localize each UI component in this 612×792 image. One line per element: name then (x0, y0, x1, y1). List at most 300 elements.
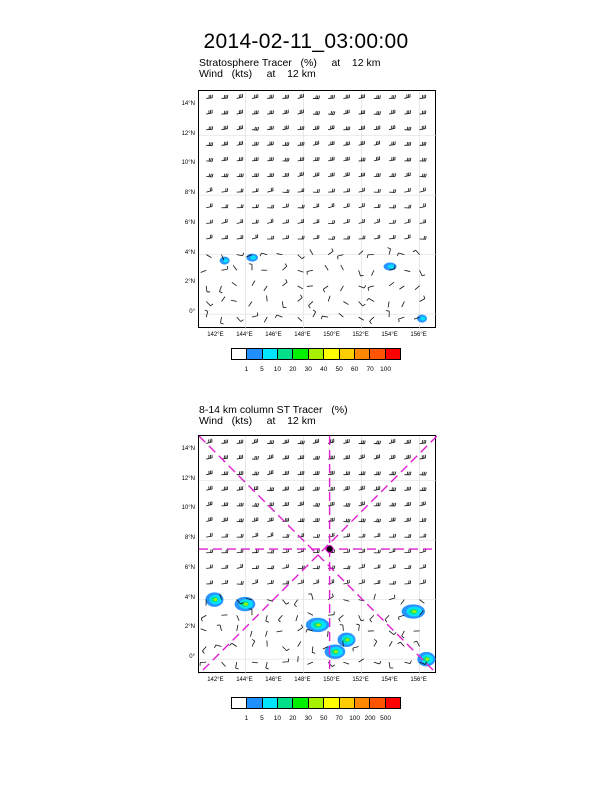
y-tick-label: 0° (189, 309, 195, 316)
wind-barb (206, 533, 212, 537)
wind-barb (389, 95, 395, 98)
wind-barb (266, 615, 269, 622)
y-tick-label: 10°N (181, 160, 195, 167)
wind-barb (252, 157, 258, 161)
wind-barb (307, 286, 313, 287)
wind-barb (221, 440, 227, 444)
wind-barb (237, 253, 244, 256)
wind-barb (221, 219, 227, 224)
wind-barb (282, 279, 287, 285)
wind-barb (252, 127, 259, 130)
wind-barb (313, 189, 320, 192)
wind-barb (374, 565, 380, 569)
wind-barb (206, 439, 212, 444)
wind-barb (338, 255, 344, 260)
wind-barb (343, 471, 349, 474)
wind-barb (282, 301, 286, 307)
wind-barb (359, 317, 364, 320)
wind-barb (219, 286, 222, 293)
wind-barb (420, 534, 426, 537)
wind-barb (221, 471, 227, 474)
wind-barb (313, 471, 319, 475)
wind-barb (389, 455, 395, 459)
wind-barb (313, 172, 319, 176)
wind-barb (237, 455, 243, 459)
wind-barb (420, 158, 427, 161)
wind-barb (328, 502, 334, 506)
wind-barb (343, 533, 349, 537)
wind-barb (313, 518, 319, 521)
wind-barb (343, 95, 349, 99)
wind-barb (404, 502, 410, 506)
colorbar-swatch (370, 349, 385, 359)
y-tick-label: 14°N (181, 100, 195, 107)
wind-barb (221, 188, 227, 192)
wind-barb (237, 141, 243, 145)
wind-barb (282, 264, 286, 271)
wind-barb (252, 173, 258, 176)
wind-barb (399, 615, 405, 620)
wind-barb (389, 487, 396, 490)
colorbar-swatch (293, 349, 308, 359)
wind-barb (404, 234, 410, 239)
wind-barb (374, 219, 380, 224)
panel1-plot-svg (199, 91, 437, 329)
colorbar-swatch (340, 698, 355, 708)
wind-barb (420, 125, 426, 129)
wind-barb (252, 220, 258, 224)
wind-barb (252, 662, 258, 663)
wind-barb (359, 301, 366, 305)
wind-barb (343, 486, 349, 490)
wind-barb (237, 110, 243, 114)
wind-barb (282, 564, 288, 568)
wind-barb (404, 534, 411, 537)
wind-barb (404, 472, 411, 475)
wind-barb (298, 236, 304, 239)
wind-barb (389, 517, 395, 521)
wind-barb (237, 615, 239, 621)
x-tick-label: 156°E (410, 332, 427, 338)
x-tick-label: 146°E (265, 332, 282, 338)
colorbar-swatch (340, 349, 355, 359)
wind-barb (237, 486, 243, 490)
wind-barb (237, 157, 243, 161)
colorbar-swatch (232, 698, 247, 708)
wind-barb (389, 125, 395, 130)
wind-barb (328, 220, 334, 223)
wind-barb (313, 439, 319, 444)
wind-barb (404, 142, 410, 145)
wind-barb (252, 204, 258, 207)
wind-barb (389, 641, 392, 646)
wind-barb (298, 109, 304, 114)
wind-barb (404, 565, 410, 568)
wind-barb (359, 251, 364, 255)
wind-barb (374, 141, 380, 146)
wind-barb (313, 534, 320, 537)
wind-barb (340, 286, 343, 291)
wind-barb (205, 310, 208, 317)
y-tick-label: 10°N (181, 505, 195, 512)
wind-barb (206, 301, 213, 305)
wind-barb (206, 286, 210, 292)
wind-barb (282, 219, 288, 223)
wind-barb (414, 641, 420, 646)
wind-barb (323, 286, 328, 292)
wind-barb (371, 270, 373, 276)
wind-barb (267, 141, 273, 145)
wind-barb (267, 532, 273, 537)
wind-barb (388, 301, 389, 307)
wind-barb (201, 615, 206, 621)
wind-barb (374, 594, 376, 600)
wind-barb (343, 455, 349, 459)
wind-barb (313, 219, 319, 223)
wind-barb (389, 534, 395, 537)
wind-barb (404, 110, 410, 114)
colorbar-label: 30 (304, 715, 312, 722)
wind-barb (282, 189, 289, 192)
wind-barb (328, 487, 334, 490)
colorbar-swatch (293, 698, 308, 708)
wind-barb (267, 205, 274, 208)
wind-barb (206, 486, 212, 490)
wind-barb (404, 158, 410, 161)
wind-barb (374, 639, 377, 646)
wind-barb (389, 235, 395, 239)
wind-barb (420, 487, 427, 490)
colorbar-label: 50 (320, 715, 328, 722)
wind-barb (206, 95, 212, 99)
colorbar-label: 70 (335, 715, 343, 722)
colorbar-label: 5 (260, 715, 264, 722)
y-tick-label: 2°N (184, 279, 195, 286)
colorbar-label: 10 (273, 715, 281, 722)
wind-barb (341, 265, 344, 270)
colorbar-label: 30 (304, 366, 312, 373)
wind-barb (389, 282, 394, 286)
wind-barb (237, 440, 243, 444)
wind-barb (374, 661, 381, 664)
wind-barb (231, 300, 237, 301)
colorbar-label: 1 (244, 366, 249, 373)
colorbar-swatch (386, 698, 400, 708)
wind-barb (267, 440, 273, 443)
wind-barb (343, 662, 349, 664)
wind-barb (328, 631, 329, 637)
wind-barb (237, 564, 243, 568)
wind-barb (267, 566, 274, 569)
wind-barb (237, 204, 243, 207)
wind-barb (249, 264, 252, 270)
wind-barb (374, 111, 381, 114)
wind-barb (206, 565, 212, 569)
wind-barb (298, 641, 301, 646)
wind-barb (282, 110, 288, 114)
wind-barb (359, 173, 365, 177)
wind-barb (328, 95, 334, 99)
wind-barb (356, 624, 359, 631)
wind-barb (298, 94, 304, 99)
wind-barb (404, 172, 410, 176)
colorbar-swatch (278, 349, 293, 359)
wind-barb (398, 642, 405, 646)
wind-barb (221, 486, 227, 490)
colorbar-label: 100 (349, 715, 361, 722)
wind-barb (206, 203, 212, 207)
colorbar-swatch (232, 349, 247, 359)
wind-barb (252, 312, 258, 317)
wind-barb (267, 173, 273, 176)
x-tick-label: 154°E (381, 332, 398, 338)
wind-barb (343, 127, 349, 130)
wind-barb (404, 518, 410, 522)
wind-barb (404, 94, 410, 99)
wind-barb (282, 158, 289, 161)
wind-barb (404, 188, 410, 192)
wind-barb (267, 502, 273, 506)
wind-barb (374, 550, 380, 553)
wind-barb (385, 615, 389, 622)
wind-barb (343, 236, 349, 239)
wind-barb (221, 174, 228, 177)
wind-barb (310, 250, 313, 255)
wind-barb (252, 188, 258, 192)
wind-barb (328, 203, 334, 208)
wind-barb (389, 472, 395, 475)
panel1-map (198, 90, 436, 328)
wind-barb (370, 317, 374, 324)
wind-barb (221, 502, 227, 505)
wind-barb (250, 631, 252, 637)
wind-barb (237, 235, 243, 239)
wind-barb (221, 205, 227, 208)
wind-barb (374, 189, 381, 192)
wind-barb (359, 94, 365, 98)
wind-barb (313, 487, 319, 490)
wind-barb (267, 126, 273, 130)
wind-barb (298, 486, 304, 490)
wind-barb (420, 455, 426, 459)
wind-barb (370, 615, 374, 622)
wind-barb (328, 111, 335, 114)
wind-barb (267, 517, 273, 521)
wind-barb (343, 157, 349, 161)
wind-barb (201, 629, 207, 631)
y-tick-label: 14°N (181, 445, 195, 452)
wind-barb (313, 141, 319, 145)
tracer-blob (235, 597, 256, 611)
wind-barb (308, 613, 313, 616)
x-tick-label: 156°E (410, 677, 427, 683)
wind-barb (267, 110, 273, 114)
wind-barb (298, 126, 304, 130)
wind-barb (206, 255, 211, 258)
wind-barb (282, 439, 288, 443)
wind-barb (282, 646, 289, 650)
colorbar-swatch (370, 698, 385, 708)
wind-barb (328, 125, 334, 129)
wind-barb (402, 301, 405, 306)
wind-barb (420, 187, 426, 192)
wind-barb (359, 519, 366, 522)
wind-barb (401, 600, 405, 605)
wind-barb (221, 111, 227, 114)
x-tick-label: 148°E (294, 677, 311, 683)
wind-barb (232, 282, 237, 286)
wind-barb (252, 142, 258, 145)
wind-barb (282, 486, 288, 490)
wind-barb (275, 315, 282, 318)
x-tick-label: 146°E (265, 677, 282, 683)
wind-barb (420, 110, 426, 114)
wind-barb (221, 95, 227, 99)
tracer-blob (246, 254, 258, 262)
center-marker (326, 546, 333, 553)
wind-barb (252, 281, 255, 286)
wind-barb (221, 565, 227, 568)
wind-barb (313, 95, 320, 98)
wind-barb (404, 455, 410, 459)
wind-barb (267, 188, 273, 193)
wind-barb (343, 141, 349, 145)
wind-barb (420, 219, 426, 223)
wind-barb (368, 286, 374, 291)
wind-barb (252, 579, 258, 584)
wind-barb (389, 439, 395, 444)
wind-barb (236, 662, 239, 669)
wind-barb (221, 317, 224, 324)
wind-barb (217, 625, 222, 631)
wind-barb (206, 110, 212, 114)
wind-barb (404, 205, 411, 208)
x-tick-label: 152°E (352, 332, 369, 338)
wind-barb (359, 270, 364, 276)
wind-barb (307, 270, 313, 274)
wind-barb (282, 95, 288, 99)
wind-barb (389, 220, 395, 223)
wind-barb (237, 125, 243, 129)
y-tick-label: 12°N (181, 475, 195, 482)
wind-barb (343, 566, 350, 569)
wind-barb (282, 142, 288, 145)
tracer-blob (220, 257, 230, 265)
wind-barb (252, 566, 259, 569)
wind-barb (404, 270, 410, 271)
wind-barb (282, 173, 288, 177)
wind-barb (389, 205, 396, 208)
wind-barb (221, 157, 227, 161)
x-tick-label: 144°E (236, 332, 253, 338)
wind-barb (221, 297, 225, 302)
wind-barb (277, 631, 283, 632)
wind-barb (201, 270, 207, 272)
wind-barb (206, 470, 212, 474)
wind-barb (237, 471, 243, 475)
y-tick-label: 6°N (184, 564, 195, 571)
wind-barb (388, 248, 391, 255)
wind-barb (221, 580, 227, 584)
wind-barb (206, 174, 213, 177)
wind-barb (282, 600, 289, 605)
wind-barb (308, 594, 313, 600)
x-tick-label: 154°E (381, 677, 398, 683)
wind-barb (252, 533, 258, 537)
wind-barb (313, 111, 320, 114)
wind-barb (343, 203, 349, 208)
wind-barb (206, 126, 212, 129)
wind-barb (404, 661, 411, 664)
wind-barb (328, 141, 334, 145)
wind-barb (389, 110, 395, 114)
wind-barb (374, 235, 380, 239)
colorbar-label: 20 (289, 366, 297, 373)
wind-barb (415, 286, 420, 290)
wind-barb (307, 662, 313, 664)
wind-barb (249, 301, 252, 306)
wind-barb (420, 174, 427, 177)
colorbar-label: 200 (364, 715, 376, 722)
wind-barb (282, 502, 288, 506)
wind-barb (313, 157, 319, 161)
wind-barb (206, 501, 212, 506)
wind-barb (389, 581, 395, 584)
wind-barb (420, 95, 426, 99)
panel1-title-line1: Stratosphere Tracer (%) at 12 km (199, 57, 381, 69)
colorbar-label: 10 (273, 366, 281, 373)
wind-barb (328, 189, 334, 193)
wind-barb (267, 157, 273, 161)
wind-barb (206, 187, 212, 192)
colorbar-label: 100 (380, 366, 391, 373)
colorbar-swatch (278, 698, 293, 708)
wind-barb (389, 595, 395, 600)
wind-barb (367, 298, 374, 301)
wind-barb (313, 235, 319, 239)
wind-barb (252, 472, 259, 475)
colorbar-swatch (263, 349, 278, 359)
wind-barb (206, 517, 212, 522)
wind-barb (221, 235, 227, 239)
wind-barb (328, 157, 334, 161)
wind-barb (420, 600, 425, 604)
wind-barb (252, 110, 258, 114)
wind-barb (404, 487, 410, 491)
wind-barb (237, 625, 238, 631)
wind-barb (267, 470, 273, 475)
wind-barb (264, 286, 267, 291)
colorbar-label: 1 (244, 715, 249, 722)
wind-barb (233, 265, 236, 270)
panel2-plot-svg (199, 436, 437, 674)
wind-barb (282, 471, 288, 475)
wind-barb (313, 503, 320, 506)
panel1-title-line2: Wind (kts) at 12 km (199, 68, 316, 80)
wind-barb (252, 439, 258, 444)
wind-barb (252, 549, 258, 552)
wind-barb (374, 156, 380, 160)
wind-barb (343, 110, 349, 114)
wind-barb (374, 204, 380, 208)
tracer-blob (417, 315, 427, 323)
y-tick-label: 4°N (184, 594, 195, 601)
wind-barb (313, 126, 319, 130)
wind-barb (374, 126, 380, 130)
wind-barb (359, 110, 365, 114)
panel2-map (198, 435, 436, 673)
wind-barb (298, 188, 304, 192)
